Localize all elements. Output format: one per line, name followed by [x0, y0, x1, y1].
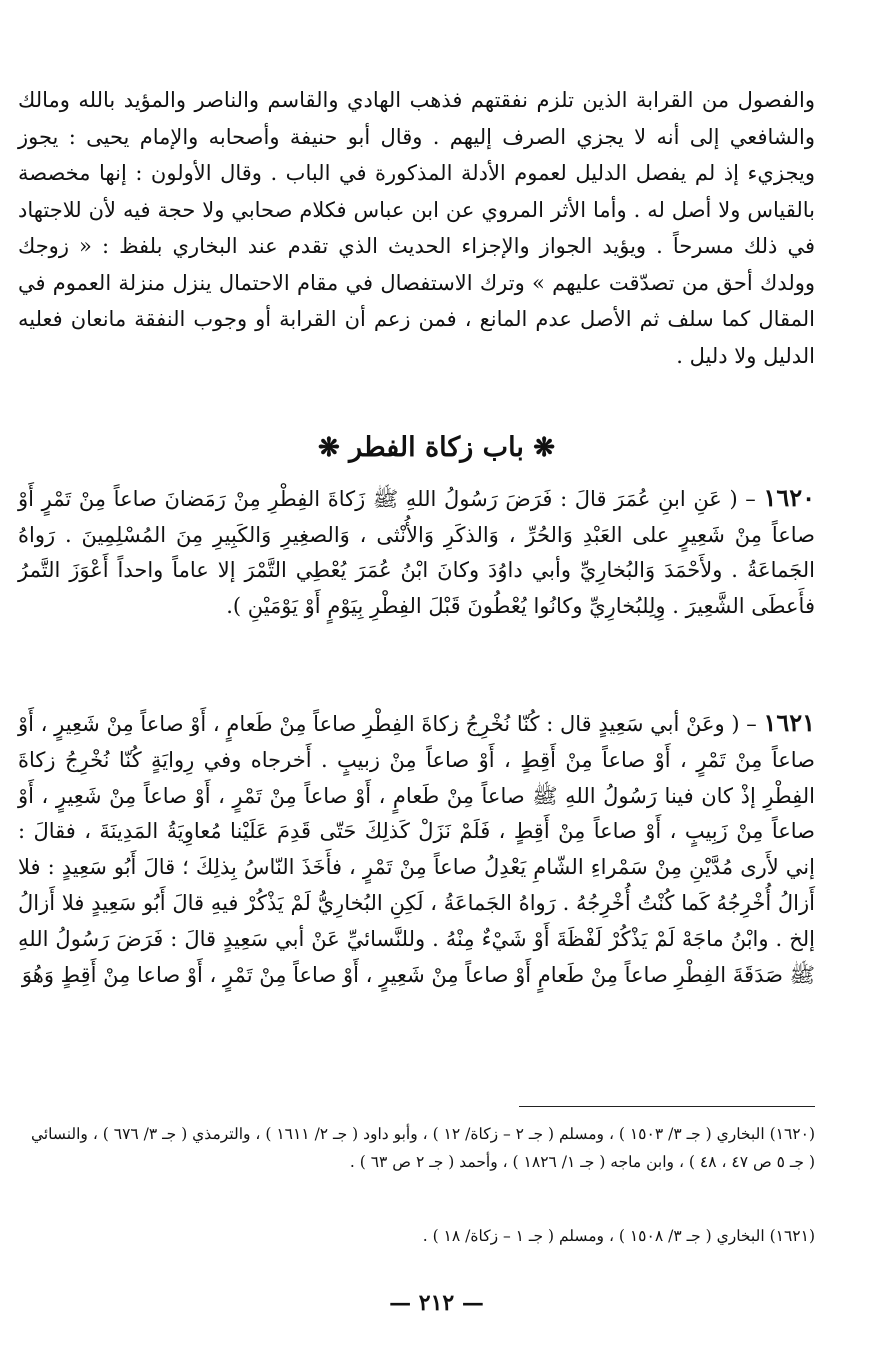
- hadith-dash: –: [739, 712, 764, 736]
- footnote-divider: [519, 1106, 815, 1107]
- hadith-number: ١٦٢١: [763, 708, 815, 737]
- star-ornament-icon: ❋: [533, 433, 556, 463]
- page-number: — ٢١٢ —: [389, 1290, 484, 1316]
- intro-paragraph: والفصول من القرابة الذين تلزم نفقتهم فذهب الهادي والقاسم والناصر والمؤيد بالله ومالك والشافعي إلى أنه لا يجزي الصرف إليهم . وقال أبو حنيفة وأصحابه والإمام يحيى : يجوز ويجزيء إذ لم يفصل الدليل لعموم الأدلة المذكورة في الباب . وقال الأولون : إنها مخصصة بالقياس ولا أصل له . وأما الأثر المروي عن ابن عباس فكلام صحابي ولا حجة فيه لأن للاجتهاد في ذلك مسرحاً . ويؤيد الجواز والإجزاء الحديث الذي تقدم عند البخاري بلفظ : « زوجك وولدك أحق من تصدّقت عليهم » وترك الاستفصال في مقام الاحتمال ينزل منزلة العموم في المقال كما سلف ثم الأصل عدم المانع ، فمن زعم أن القرابة أو وجوب النفقة مانعان فعليه الدليل ولا دليل .: [18, 88, 815, 368]
- footnote-1621: (١٦٢١) البخاري ( جـ ٣/ ١٥٠٨ ) ، ومسلم ( جـ ١ – زكاة/ ١٨ ) .: [422, 1227, 815, 1245]
- chapter-title-text: باب زكاة الفطر: [349, 432, 524, 463]
- hadith-text: ( عَنِ ابنِ عُمَرَ قالَ : فَرَضَ رَسُولُ اللهِ ﷺ زَكاةَ الفِطْرِ مِنْ رَمَضانَ صاعاً مِنْ تَمْرٍ أَوْ صاعاً مِنْ شَعِيرٍ على العَبْدِ وَالحُرِّ ، وَالذكَرِ وَالأُنْثى ، وَالصغِيرِ وَالكَبِيرِ مِنَ المُسْلِمِينَ . رَواهُ الجَماعَةُ . ولأَحْمَدَ وَالبُخارِيِّ وأبي داوُدَ وكانَ ابْنُ عُمَرَ يُعْطِي التَّمْرَ إلا عاماً واحداً أَعْوَزَ التَّمرُ فأَعطَى الشَّعِيرَ . وِلِلبُخارِيِّ وكانُوا يُعْطُونَ قَبْلَ الفِطْرِ بِيَوْمٍ أَوْ يَوْمَيْنِ ).: [18, 487, 815, 618]
- chapter-heading: [0, 428, 873, 468]
- hadith-dash: –: [737, 487, 764, 511]
- star-ornament-icon: ❋: [317, 433, 340, 463]
- footnote-1620: (١٦٢٠) البخاري ( جـ ٣/ ١٥٠٣ ) ، ومسلم ( جـ ٢ – زكاة/ ١٢ ) ، وأبو داود ( جـ ٢/ ١٦١١ ) ، والترمذي ( جـ ٣/ ٦٧٦ ) ، والنسائي ( جـ ٥ ص ٤٧ ، ٤٨ ) ، وابن ماجه ( جـ ١/ ١٨٢٦ ) ، وأحمد ( جـ ٢ ص ٦٣ ) .: [30, 1125, 815, 1171]
- hadith-1620: [18, 480, 815, 624]
- hadith-1621: [18, 705, 815, 993]
- hadith-number: ١٦٢٠: [763, 483, 816, 512]
- hadith-text: ( وعَنْ أبي سَعِيدٍ قال : كُنّا نُخْرِجُ زكاةَ الفِطْرِ صاعاً مِنْ طَعامٍ ، أَوْ صاعاً مِنْ شَعِيرٍ ، أَوْ صاعاً مِنْ تَمْرٍ ، أَوْ صاعاً مِنْ أَقِطٍ ، أَوْ صاعاً مِنْ زبيبٍ . أَخرجاه وفي رِوايَةٍ كُنّا نُخْرِجُ زكاةَ الفِطْرِ إذْ كان فينا رَسُولُ اللهِ ﷺ صاعاً مِنْ طَعامٍ ، أَوْ صاعاً مِنْ تَمْرٍ ، أَوْ صاعاً مِنْ شَعِيرٍ ، أَوْ صاعاً مِنْ زَبِيبٍ ، أَوْ صاعاً مِنْ أَقِطٍ ، فَلَمْ نَزَلْ كَذلِكَ حَتّى قَدِمَ عَلَيْنا مُعاوِيَةُ المَدِينَةَ ، فقالَ : إني لأَرى مُدَّيْنِ مِنْ سَمْراءِ الشّامِ يَعْدِلُ صاعاً مِنْ تَمْرٍ ، فأَخَذَ النّاسُ بِذلِكَ ؛ قالَ أَبُو سَعِيدٍ : فلا أَزالُ أُخْرِجُهُ كَما كُنْتُ أُخْرِجُهُ . رَواهُ الجَماعَةُ ، لَكِنِ البُخارِيُّ لَمْ يَذْكُرْ فيهِ قالَ أَبُو سَعِيدٍ فلا أَزالُ إلخ . وابْنُ ماجَهْ لَمْ يَذْكُرْ لَفْظَةَ أَوْ شَيْءٌ مِنْهُ . وللنَّسائيِّ عَنْ أبي سَعِيدٍ قالَ : فَرَضَ رَسُولُ اللهِ ﷺ صَدَقَةَ الفِطْرِ صاعاً مِنْ طَعامٍ أَوْ صاعاً مِنْ شَعِيرٍ ، أَوْ صاعاً مِنْ تَمْرٍ ، أَوْ صاعا مِنْ أَقِطٍ وَهُوَ: [18, 712, 815, 987]
